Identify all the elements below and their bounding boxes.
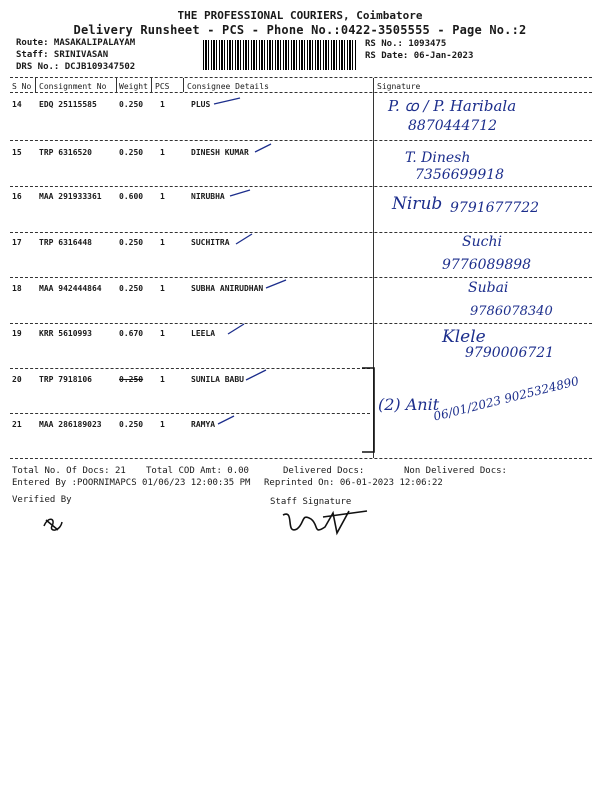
table-row	[10, 282, 592, 322]
table-row	[10, 327, 592, 367]
col-consignee: Consignee Details	[187, 82, 269, 91]
row-consignee: LEELA	[191, 329, 216, 338]
barcode	[203, 40, 357, 70]
staff-signature-mark	[275, 505, 375, 541]
row-pcs: 1	[160, 148, 165, 157]
row-pcs: 1	[160, 192, 165, 201]
entered-by: Entered By :POORNIMAPCS 01/06/23 12:00:35 PM	[12, 478, 251, 488]
non-delivered-docs: Non Delivered Docs:	[404, 466, 507, 476]
staff-signature-label: Staff Signature	[270, 497, 352, 507]
row-weight: 0.600	[119, 192, 144, 201]
tick-mark	[216, 414, 236, 428]
row-consignee: DINESH KUMAR	[191, 148, 249, 157]
row-signature: P. ꭃ / P. Haribala	[388, 97, 517, 115]
row-phone: 9791677722	[450, 200, 540, 216]
row-signature: Suchi	[462, 234, 502, 250]
row-weight: 0.250	[119, 420, 144, 429]
row-divider	[10, 277, 592, 278]
tick-mark	[244, 368, 268, 384]
row-consignment: TRP 6316520	[39, 148, 92, 157]
tick-mark	[228, 188, 252, 200]
row-sno: 20	[12, 375, 22, 384]
row-consignment: MAA 291933361	[39, 192, 102, 201]
company-title: THE PROFESSIONAL COURIERS, Coimbatore	[177, 9, 423, 22]
row-pcs: 1	[160, 100, 165, 109]
row-consignment: MAA 286189023	[39, 420, 102, 429]
verified-by-label: Verified By	[12, 495, 72, 505]
bracket-mark	[360, 366, 380, 456]
row-signature: Klele	[442, 327, 486, 347]
col-divider	[183, 78, 184, 92]
table-header-rule	[10, 92, 592, 93]
col-sno: S No	[12, 82, 32, 91]
row-signature: (2) Anit	[378, 395, 440, 414]
table-row	[10, 236, 592, 276]
row-sno: 15	[12, 148, 22, 157]
row-consignee: PLUS	[191, 100, 211, 109]
tick-mark	[212, 96, 242, 108]
delivered-docs: Delivered Docs:	[283, 466, 365, 476]
total-cod: Total COD Amt: 0.00	[146, 466, 249, 476]
row-divider	[10, 413, 370, 414]
col-pcs: PCS	[155, 82, 170, 91]
col-divider	[151, 78, 152, 92]
col-consignment: Consignment No	[39, 82, 107, 91]
row-divider	[10, 186, 592, 187]
table-row	[10, 190, 592, 230]
table-row	[10, 146, 592, 186]
row-sno: 14	[12, 100, 22, 109]
drs-label: DRS No.: DCJB109347502	[16, 62, 136, 72]
staff-label: Staff: SRINIVASAN	[16, 50, 109, 60]
total-docs: Total No. Of Docs: 21	[12, 466, 126, 476]
row-consignment: TRP 6316448	[39, 238, 92, 247]
row-weight: 0.250	[119, 100, 144, 109]
row-weight: 0.250	[119, 148, 144, 157]
row-pcs: 1	[160, 329, 165, 338]
row-weight: 0.250	[119, 375, 144, 384]
row-weight: 0.250	[119, 284, 144, 293]
rs-date: RS Date: 06-Jan-2023	[365, 51, 474, 61]
tick-mark	[253, 142, 273, 156]
row-consignment: MAA 942444864	[39, 284, 102, 293]
table-bottom-rule	[10, 458, 592, 459]
table-row	[10, 418, 592, 458]
row-phone: 9786078340	[470, 304, 553, 319]
row-consignment: EDQ 25115585	[39, 100, 97, 109]
rs-number: RS No.: 1093475	[365, 39, 447, 49]
table-top-rule	[10, 77, 592, 78]
row-pcs: 1	[160, 284, 165, 293]
row-consignee: RAMYA	[191, 420, 216, 429]
row-consignee: SUNILA BABU	[191, 375, 244, 384]
row-signature: Subai	[468, 280, 509, 296]
row-pcs: 1	[160, 420, 165, 429]
row-consignment: KRR 5610993	[39, 329, 92, 338]
row-consignee: NIRUBHA	[191, 192, 225, 201]
row-sno: 17	[12, 238, 22, 247]
row-phone: 7356699918	[415, 167, 505, 183]
tick-mark	[234, 232, 254, 248]
table-row	[10, 98, 592, 144]
row-divider	[10, 368, 370, 369]
row-sno: 21	[12, 420, 22, 429]
tick-mark	[264, 278, 288, 292]
runsheet-subtitle: Delivery Runsheet - PCS - Phone No.:0422-3505555 - Page No.:2	[73, 23, 527, 37]
row-sno: 16	[12, 192, 22, 201]
row-sno: 18	[12, 284, 22, 293]
col-weight: Weight	[119, 82, 148, 91]
row-consignment: TRP 7918106	[39, 375, 92, 384]
row-signature: T. Dinesh	[405, 150, 471, 166]
row-weight: 0.670	[119, 329, 144, 338]
row-consignee: SUCHITRA	[191, 238, 230, 247]
row-sno: 19	[12, 329, 22, 338]
reprinted-on: Reprinted On: 06-01-2023 12:06:22	[264, 478, 443, 488]
row-consignee: SUBHA ANIRUDHAN	[191, 284, 264, 293]
row-signature: Nirub	[392, 194, 443, 214]
row-pcs: 1	[160, 375, 165, 384]
row-divider	[10, 232, 592, 233]
row-divider	[10, 323, 592, 324]
tick-mark	[226, 322, 246, 338]
row-phone: 9776089898	[442, 257, 532, 273]
row-pcs: 1	[160, 238, 165, 247]
route-label: Route: MASAKALIPALAYAM	[16, 38, 136, 48]
row-divider	[10, 140, 592, 141]
col-divider	[116, 78, 117, 92]
col-signature: Signature	[377, 82, 421, 91]
col-divider	[35, 78, 36, 92]
row-phone: 06/01/2023 9025324890	[432, 373, 581, 424]
row-phone: 8870444712	[408, 118, 498, 134]
row-phone: 9790006721	[465, 345, 555, 361]
verifier-signature	[40, 512, 70, 536]
row-weight: 0.250	[119, 238, 144, 247]
